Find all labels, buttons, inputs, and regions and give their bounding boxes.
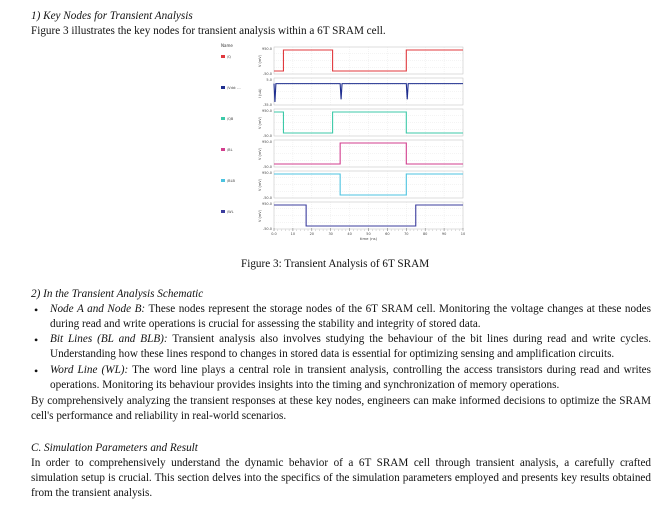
xtick-label: 40 — [347, 232, 352, 236]
legend-label: /QB — [227, 117, 234, 121]
axis-ylabel: V (mV) — [258, 54, 262, 67]
ytick-label: 950.0 — [261, 140, 272, 144]
ytick-label: -50.0 — [262, 134, 272, 138]
xtick-label: 0.0 — [271, 232, 277, 236]
list-item — [50, 332, 651, 362]
legend-title: Name — [221, 43, 233, 48]
ytick-label: -50.0 — [262, 227, 272, 231]
bullet-text: Transient analysis also involves studying the behaviour of the bit lines during read and write cycles. Understanding how these lines respond to changes in stored data is essential for optimizing sensing and amplification circuits. — [50, 333, 652, 361]
legend-label: /WL — [227, 210, 234, 214]
list-item — [50, 363, 651, 393]
transient-analysis-figure — [217, 41, 467, 253]
legend-swatch — [221, 148, 225, 151]
legend-label: /BL — [227, 148, 233, 152]
section-heading-simulation: C. Simulation Parameters and Result — [31, 442, 198, 454]
ytick-label: -35.0 — [262, 103, 272, 107]
xtick-label: 30 — [328, 232, 333, 236]
axis-ylabel: I (uA) — [258, 88, 262, 98]
conclusion-paragraph: By comprehensively analyzing the transient responses at these key nodes, engineers can make informed decisions to optimize the SRAM cell's performance and reliability in real-world scenarios. — [31, 395, 651, 423]
ytick-label: -50.0 — [262, 196, 272, 200]
simulation-paragraph: In order to comprehensively understand the dynamic behavior of a 6T SRAM cell through transient analysis, a carefully crafted simulation setup is crucial. This section delves into the specifics of the simulation parameters employed and presents key results obtained from the transient analysis. — [31, 457, 651, 500]
axis-ylabel: V (mV) — [258, 209, 262, 222]
bullet-term: Node A and Node B: — [50, 303, 146, 315]
xtick-label: 90 — [441, 232, 447, 236]
ytick-label: 950.0 — [261, 47, 272, 51]
legend-label: /BLB — [227, 179, 235, 183]
section-heading-schematic: 2) In the Transient Analysis Schematic — [31, 288, 204, 300]
xtick-label: 80 — [422, 232, 428, 236]
legend-swatch — [221, 86, 225, 89]
section-intro: Figure 3 illustrates the key nodes for transient analysis within a 6T SRAM cell. — [31, 25, 386, 37]
figure-caption: Figure 3: Transient Analysis of 6T SRAM — [241, 258, 430, 270]
legend-label: /Vdd: ... — [227, 86, 241, 90]
xtick-label: 20 — [309, 232, 315, 236]
legend-swatch — [221, 179, 225, 182]
legend-swatch — [221, 55, 225, 58]
ytick-label: -50.0 — [262, 72, 272, 76]
ytick-label: -50.0 — [262, 165, 272, 169]
bullet-text: These nodes represent the storage nodes of the 6T SRAM cell. Monitoring the voltage changes at these nodes during read and write operations is crucial for assessing the stability and integrity of stored data. — [50, 303, 651, 331]
ytick-label: 950.0 — [261, 171, 272, 175]
legend-swatch — [221, 210, 225, 213]
legend-swatch — [221, 117, 225, 120]
ytick-label: 5.0 — [266, 78, 272, 82]
ytick-label: 950.0 — [261, 109, 272, 113]
section-heading-key-nodes: 1) Key Nodes for Transient Analysis — [31, 10, 193, 22]
xtick-label: 50 — [366, 232, 371, 236]
ytick-label: 950.0 — [261, 202, 272, 206]
bullet-marker: • — [34, 303, 39, 317]
bullet-term: Word Line (WL): — [50, 364, 129, 376]
list-item — [50, 302, 651, 332]
bullet-term: Bit Lines (BL and BLB): — [50, 333, 168, 345]
bullet-marker: • — [34, 333, 39, 347]
legend-label: /Q — [227, 55, 231, 59]
xtick-label: 70 — [404, 232, 409, 236]
axis-ylabel: V (mV) — [258, 116, 262, 129]
xtick-label: 60 — [385, 232, 390, 236]
xtick-label: 10 — [460, 232, 466, 236]
axis-ylabel: V (mV) — [258, 178, 262, 191]
bullet-marker: • — [34, 364, 39, 378]
axis-ylabel: V (mV) — [258, 147, 262, 160]
xtick-label: 10 — [290, 232, 296, 236]
bullet-text: The word line plays a central role in transient analysis, controlling the access transistors during read and writes operations. Monitoring its behaviour provides insights into the timing and synchronization of memory operations. — [50, 364, 652, 392]
axis-xlabel: time (ns) — [359, 236, 378, 241]
